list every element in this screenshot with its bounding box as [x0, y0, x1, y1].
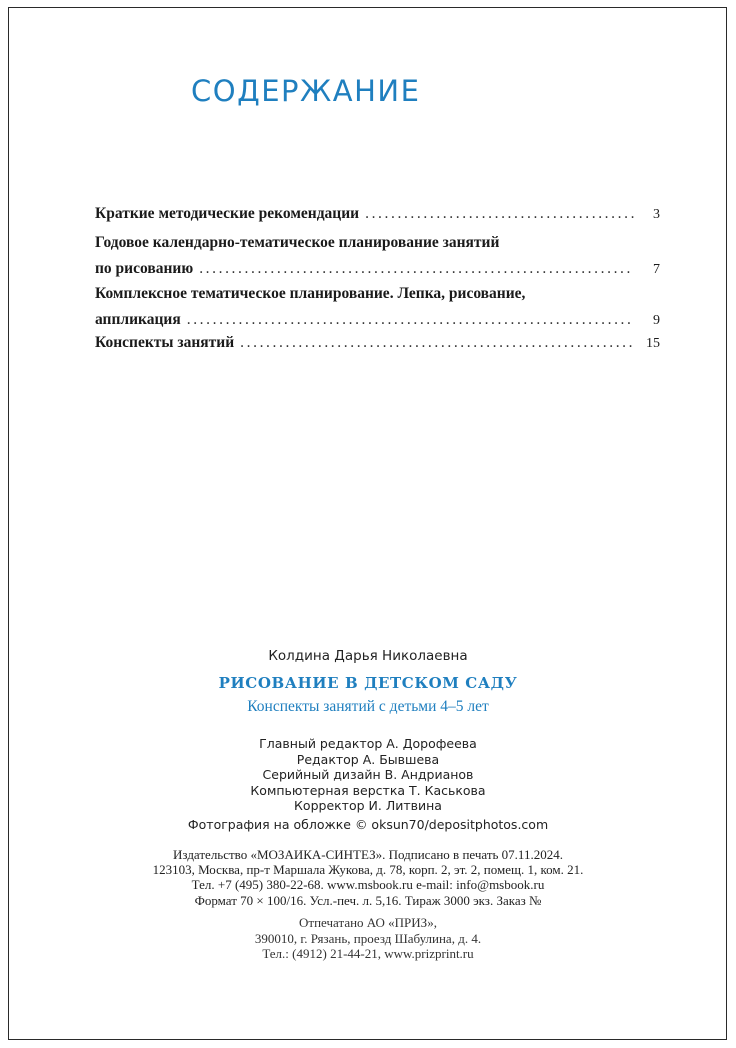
book-subtitle: Конспекты занятий с детьми 4–5 лет — [247, 698, 489, 715]
credit-line: Редактор А. Бывшева — [296, 751, 440, 767]
toc-page-number: 9 — [653, 313, 660, 328]
toc-entry-title-line-2: аппликация — [95, 311, 181, 328]
printer-line: Отпечатано АО «ПРИЗ», — [299, 915, 437, 930]
publisher-line: Формат 70 × 100/16. Усл.-печ. л. 5,16. Тираж 3000 экз. Заказ № — [194, 892, 542, 908]
toc-page-number: 7 — [653, 262, 660, 277]
credit-line: Компьютерная верстка Т. Каськова — [250, 782, 486, 798]
toc-page-number: 15 — [646, 336, 660, 351]
editorial-credits — [0, 736, 736, 814]
publisher-line: Тел. +7 (495) 380-22-68. www.msbook.ru e-mail: info@msbook.ru — [191, 877, 545, 893]
toc-entry-title-line-1: Годовое календарно-тематическое планирование занятий — [95, 234, 500, 251]
toc-entry-1 — [95, 201, 660, 228]
contents-heading: СОДЕРЖАНИЕ — [191, 74, 421, 108]
toc-entry-title-line-1: Комплексное тематическое планирование. Лепка, рисование, — [95, 285, 526, 302]
credit-line: Главный редактор А. Дорофеева — [259, 736, 477, 751]
publisher-info — [0, 847, 736, 908]
toc-entry-4 — [95, 330, 660, 357]
cover-photo-credit: Фотография на обложке © oksun70/depositphotos.com — [187, 817, 549, 832]
toc-entry-3 — [95, 281, 660, 334]
toc-entry-title: Краткие методические рекомендации — [95, 205, 360, 222]
book-title: РИСОВАНИЕ В ДЕТСКОМ САДУ — [218, 674, 518, 692]
toc-entry-2 — [95, 230, 660, 283]
toc-leader-dots — [199, 256, 634, 282]
publisher-line: Издательство «МОЗАИКА-СИНТЕЗ». Подписано в печать 07.11.2024. — [173, 847, 563, 862]
toc-entry-title: Конспекты занятий — [95, 334, 235, 351]
toc-leader-dots — [240, 330, 634, 356]
credit-line: Корректор И. Литвина — [294, 798, 442, 814]
author-name: Колдина Дарья Николаевна — [268, 648, 468, 664]
toc-page-number: 3 — [653, 207, 660, 222]
credit-line: Серийный дизайн В. Андрианов — [262, 767, 474, 783]
printer-line: Тел.: (4912) 21-44-21, www.prizprint.ru — [262, 946, 474, 961]
printer-info — [0, 915, 736, 962]
toc-entry-title-line-2: по рисованию — [95, 260, 194, 277]
publisher-line: 123103, Москва, пр-т Маршала Жукова, д. 78, корп. 2, эт. 2, помещ. 1, ком. 21. — [152, 862, 584, 878]
printer-line: 390010, г. Рязань, проезд Шабулина, д. 4. — [254, 930, 482, 946]
toc-leader-dots — [365, 201, 634, 227]
